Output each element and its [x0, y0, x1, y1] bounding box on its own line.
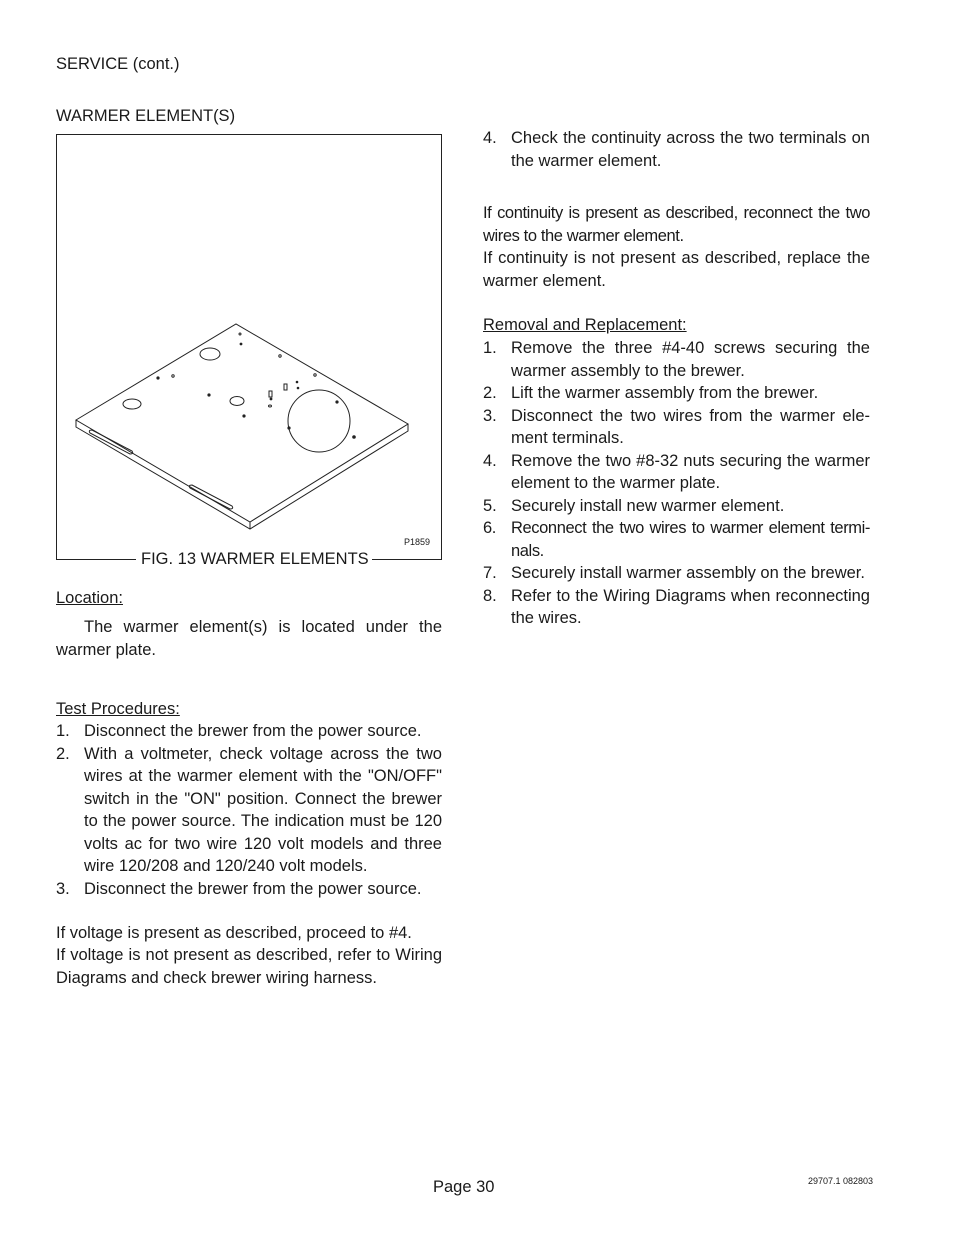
- list-item: 8. Refer to the Wiring Diagrams when reconnecting the wires.: [483, 586, 870, 627]
- list-item: 3. Disconnect the two wires from the warmer ele-ment terminals.: [483, 406, 870, 447]
- list-item: 5. Securely install new warmer element.: [483, 496, 785, 515]
- location-text: The warmer element(s) is located under the warmer plate.: [56, 618, 442, 659]
- removal-heading: Removal and Replacement:: [483, 316, 687, 334]
- test-steps: [56, 720, 442, 900]
- voltage-present-text: If voltage is present as described, proceed to #4.: [56, 924, 412, 942]
- list-item: 1. Disconnect the brewer from the power source.: [56, 722, 422, 740]
- continuity-steps: [483, 127, 870, 172]
- location-heading: Location:: [56, 589, 123, 607]
- continuity-absent-text: If continuity is not present as described, replace the warmer element.: [483, 249, 870, 290]
- section-title: SERVICE (cont.): [56, 55, 180, 73]
- test-heading: Test Procedures:: [56, 700, 180, 718]
- removal-steps: [483, 337, 870, 630]
- voltage-absent-text: If voltage is not present as described, refer to Wiring Diagrams and check brewer wiring harness.: [56, 946, 442, 987]
- figure-part-code: P1859: [404, 537, 431, 547]
- figure-frame-bottom-left: [56, 559, 136, 560]
- list-item: 2. With a voltmeter, check voltage across the two wires at the warmer element with the "ON/OFF" switch in the "ON" position. Connect the brewer to the power source. The indication must be 120 volts ac for two wire 120 volt models and three wire 120/208 and 120/240 volt models.: [56, 744, 442, 875]
- list-item: 1. Remove the three #4-40 screws securing the warmer assembly to the brewer.: [483, 339, 870, 380]
- figure-caption: FIG. 13 WARMER ELEMENTS: [138, 548, 372, 571]
- page-number: Page 30: [433, 1178, 495, 1196]
- list-item: 6. Reconnect the two wires to warmer element termi-nals.: [483, 519, 870, 560]
- list-item: 4. Check the continuity across the two terminals on the warmer element.: [483, 129, 870, 170]
- list-item: 2. Lift the warmer assembly from the brewer.: [483, 384, 819, 402]
- list-item: 7. Securely install warmer assembly on the brewer.: [483, 564, 865, 582]
- document-number: 29707.1 082803: [808, 1176, 874, 1186]
- warmer-plate-illustration: [60, 300, 420, 530]
- figure-frame-bottom-right: [364, 559, 442, 560]
- topic-title: WARMER ELEMENT(S): [56, 107, 236, 125]
- list-item: 4. Remove the two #8-32 nuts securing the warmer element to the warmer plate.: [483, 451, 870, 492]
- list-item: 3. Disconnect the brewer from the power source.: [56, 879, 422, 898]
- continuity-present-text: If continuity is present as described, reconnect the two wires to the warmer element.: [483, 204, 870, 245]
